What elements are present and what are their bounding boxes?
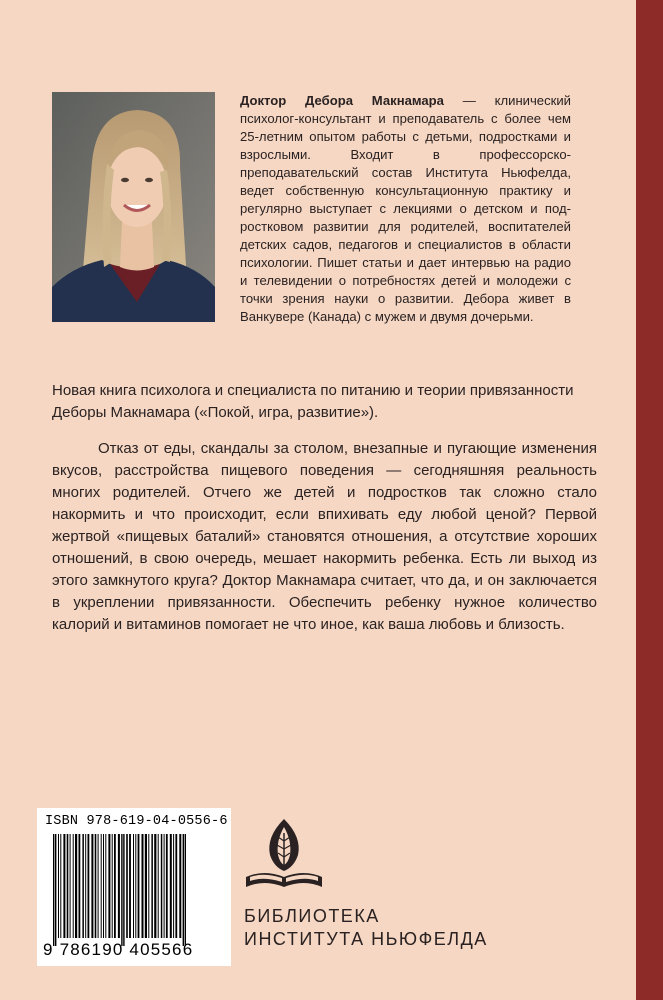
author-name: Доктор Дебора Макнамара	[240, 93, 444, 108]
library-name-line2: ИНСТИТУТА НЬЮФЕЛДА	[244, 929, 488, 949]
library-name	[244, 905, 488, 951]
book-description	[52, 438, 597, 636]
barcode-digits: 9 786190 405566	[43, 940, 194, 959]
library-logo-icon	[244, 815, 324, 895]
spine-stripe	[636, 0, 663, 1000]
author-bio-text: — клинический психолог-консультант и преподаватель с более чем 25-летним опытом работы с детьми, подростками и взрослыми. Входит в профессорско-преподавательский состав Института Ньюфелда, ведет собственную консультационную практику и регулярно выступает с лекциями о детском и подростковом развитии для родителей, воспитателей детских садов, педагогов и специалистов в области психологии. Пишет статьи и дает интервью на радио и телевидении о потребностях детей и молодежи с точки зрения науки о развитии. Дебора живет в Ванкувере (Канада) с мужем и двумя дочерьми.	[240, 93, 571, 324]
author-photo	[52, 92, 215, 322]
intro-paragraph: Новая книга психолога и специалиста по питанию и теории привязанности Деборы Макнамара («Покой, игра, развитие»).	[52, 382, 574, 421]
library-name-line1: БИБЛИОТЕКА	[244, 906, 380, 926]
author-bio	[240, 92, 571, 326]
description-paragraph: Отказ от еды, скандалы за столом, внезапные и пугающие изменения вкусов, расстройства пищевого поведения — сегодняшняя реальность многих родителей. Отчего же детей и подростков так сложно стало накормить и что происходит, если впихивать еду любой ценой? Первой жертвой «пищевых баталий» становятся отношения, а отсутствие хороших отношений, в свою очередь, мешает накормить ребенка. Есть ли выход из этого замкнутого круга? Доктор Макнамара считает, что да, и он заключается в укреплении привязанности. Обеспечить ребенку нужное количество калорий и витаминов помогает не что иное, как ваша любовь и близость.	[52, 440, 597, 633]
isbn-number: ISBN 978-619-04-0556-6	[45, 814, 228, 829]
book-intro	[52, 380, 597, 424]
isbn-barcode	[37, 808, 231, 966]
